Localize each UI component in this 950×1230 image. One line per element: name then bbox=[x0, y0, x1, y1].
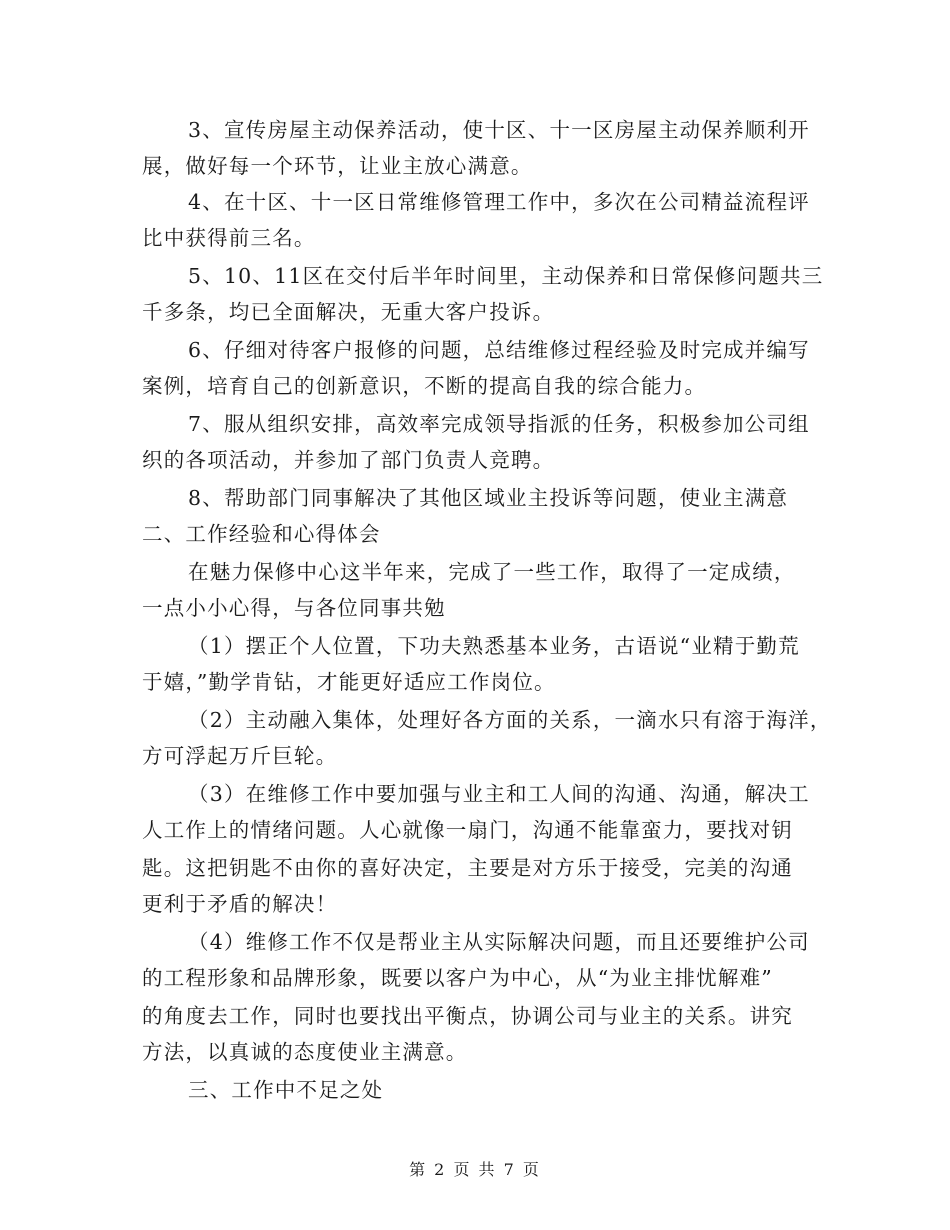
item-2-line-1: （2）主动融入集体，处理好各方面的关系，一滴水只有溶于海洋， bbox=[188, 708, 832, 732]
item-3-line-4: 更利于矛盾的解决！ bbox=[142, 892, 338, 916]
intro-line-2: 一点小小心得，与各位同事共勉 bbox=[142, 596, 446, 620]
item-3-line-2: 人工作上的情绪问题。人心就像一扇门，沟通不能靠蛮力，要找对钥 bbox=[142, 818, 793, 842]
paragraph-3-line-2: 展，做好每一个环节，让业主放心满意。 bbox=[142, 154, 533, 178]
section-heading-3: 三、工作中不足之处 bbox=[188, 1078, 384, 1102]
paragraph-5-line-2: 千多条，均已全面解决，无重大客户投诉。 bbox=[142, 300, 555, 324]
section-heading-2: 二、工作经验和心得体会 bbox=[142, 522, 381, 546]
paragraph-4-line-1: 4、在十区、十一区日常维修管理工作中，多次在公司精益流程评 bbox=[188, 190, 810, 214]
paragraph-3-line-1: 3、宣传房屋主动保养活动，使十区、十一区房屋主动保养顺利开 bbox=[188, 118, 810, 142]
intro-line-1: 在魅力保修中心这半年来，完成了一些工作，取得了一定成绩， bbox=[188, 560, 796, 584]
paragraph-8: 8、帮助部门同事解决了其他区域业主投诉等问题，使业主满意 bbox=[188, 486, 789, 510]
paragraph-6-line-1: 6、仔细对待客户报修的问题，总结维修过程经验及时完成并编写 bbox=[188, 338, 810, 362]
item-2-line-2: 方可浮起万斤巨轮。 bbox=[142, 744, 338, 768]
paragraph-7-line-2: 织的各项活动，并参加了部门负责人竞聘。 bbox=[142, 448, 555, 472]
paragraph-4-line-2: 比中获得前三名。 bbox=[142, 226, 316, 250]
item-4-line-4: 方法，以真诚的态度使业主满意。 bbox=[142, 1040, 468, 1064]
paragraph-7-line-1: 7、服从组织安排，高效率完成领导指派的任务，积极参加公司组 bbox=[188, 412, 810, 436]
item-1-line-1: （1）摆正个人位置，下功夫熟悉基本业务，古语说“业精于勤荒 bbox=[188, 634, 800, 658]
paragraph-5-line-1: 5、10、11区在交付后半年时间里，主动保养和日常保修问题共三 bbox=[188, 264, 824, 288]
item-4-line-1: （4）维修工作不仅是帮业主从实际解决问题，而且还要维护公司 bbox=[188, 930, 810, 954]
page-number-footer: 第 2 页 共 7 页 bbox=[409, 1160, 541, 1179]
item-4-line-3: 的角度去工作，同时也要找出平衡点，协调公司与业主的关系。讲究 bbox=[142, 1004, 793, 1028]
item-3-line-1: （3）在维修工作中要加强与业主和工人间的沟通、沟通，解决工 bbox=[188, 782, 810, 806]
paragraph-6-line-2: 案例，培育自己的创新意识，不断的提高自我的综合能力。 bbox=[142, 374, 707, 398]
item-1-line-2: 于嬉，”勤学肯钻，才能更好适应工作岗位。 bbox=[142, 670, 556, 694]
item-4-line-2: 的工程形象和品牌形象，既要以客户为中心，从“为业主排忧解难” bbox=[142, 966, 773, 990]
item-3-line-3: 匙。这把钥匙不由你的喜好决定，主要是对方乐于接受，完美的沟通 bbox=[142, 856, 793, 880]
